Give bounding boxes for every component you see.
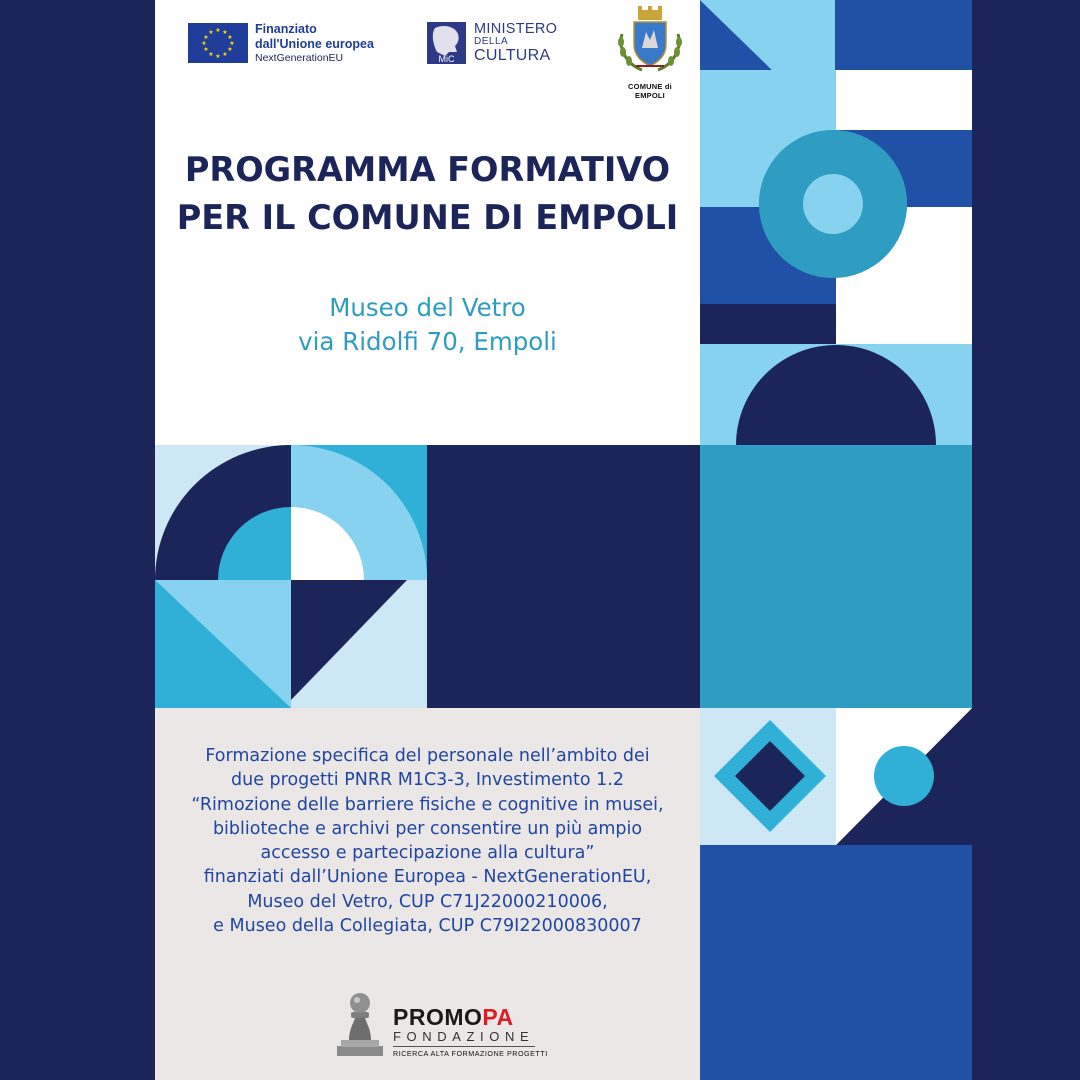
mic-line2: DELLA [474, 36, 509, 48]
mic-line3: CULTURA [474, 46, 551, 64]
description-line: “Rimozione delle barriere fisiche e cognitive in musei, [191, 794, 664, 815]
comune-empoli-logo [612, 4, 688, 100]
description-line: finanziati dall’Unione Europea - NextGenerationEU, [203, 867, 652, 888]
svg-text:★: ★ [227, 46, 233, 54]
promopa-divider [393, 1046, 535, 1047]
svg-text:★: ★ [203, 34, 209, 42]
eu-funding-logo [188, 22, 374, 65]
svg-text:★: ★ [222, 51, 228, 59]
mic-badge-icon [427, 22, 466, 64]
eu-line2: dall'Unione europea [255, 37, 374, 51]
promopa-name [393, 1005, 548, 1029]
venue [155, 291, 700, 359]
svg-text:★: ★ [208, 51, 214, 59]
coat-of-arms-icon [612, 4, 688, 76]
venue-address: via Ridolfi 70, Empoli [298, 327, 557, 356]
svg-text:★: ★ [227, 34, 233, 42]
mic-badge-text: MiC [438, 54, 455, 65]
description-line: Formazione specifica del personale nell’ambito dei [205, 746, 650, 766]
promopa-tagline: RICERCA ALTA FORMAZIONE PROGETTI [393, 1049, 548, 1058]
description-line: accesso e partecipazione alla cultura” [260, 843, 595, 864]
description-line: Museo del Vetro, CUP C71J22000210006, [247, 891, 608, 912]
promopa-logo [333, 990, 548, 1058]
description-line: e Museo della Collegiata, CUP C79I22000830007 [213, 916, 642, 937]
mic-line1: MINISTERO [474, 21, 558, 37]
svg-text:★: ★ [229, 40, 235, 48]
title-line2: PER IL COMUNE DI EMPOLI [176, 198, 679, 237]
ministero-cultura-logo [427, 22, 557, 65]
empoli-caption: COMUNE di EMPOLI [628, 82, 672, 100]
chess-pawn-icon [333, 990, 387, 1058]
svg-text:★: ★ [208, 29, 214, 37]
svg-text:★: ★ [215, 27, 221, 35]
promopa-name-part2: PA [482, 1004, 514, 1030]
eu-line1: Finanziato [255, 22, 317, 36]
project-description [155, 744, 700, 938]
svg-text:★: ★ [222, 29, 228, 37]
svg-text:★: ★ [203, 46, 209, 54]
promopa-fondazione: FONDAZIONE [393, 1029, 535, 1044]
eu-flag-icon [188, 23, 248, 63]
page-title [155, 146, 700, 242]
title-line1: PROGRAMMA FORMATIVO [184, 150, 671, 189]
venue-name: Museo del Vetro [329, 293, 526, 322]
promopa-name-part1: PROMO [393, 1004, 483, 1030]
description-line: biblioteche e archivi per consentire un più ampio [212, 818, 643, 839]
svg-text:★: ★ [201, 40, 207, 48]
svg-text:★: ★ [215, 53, 221, 61]
eu-line3: NextGenerationEU [255, 52, 344, 64]
description-line: due progetti PNRR M1C3-3, Investimento 1.2 [231, 770, 624, 791]
